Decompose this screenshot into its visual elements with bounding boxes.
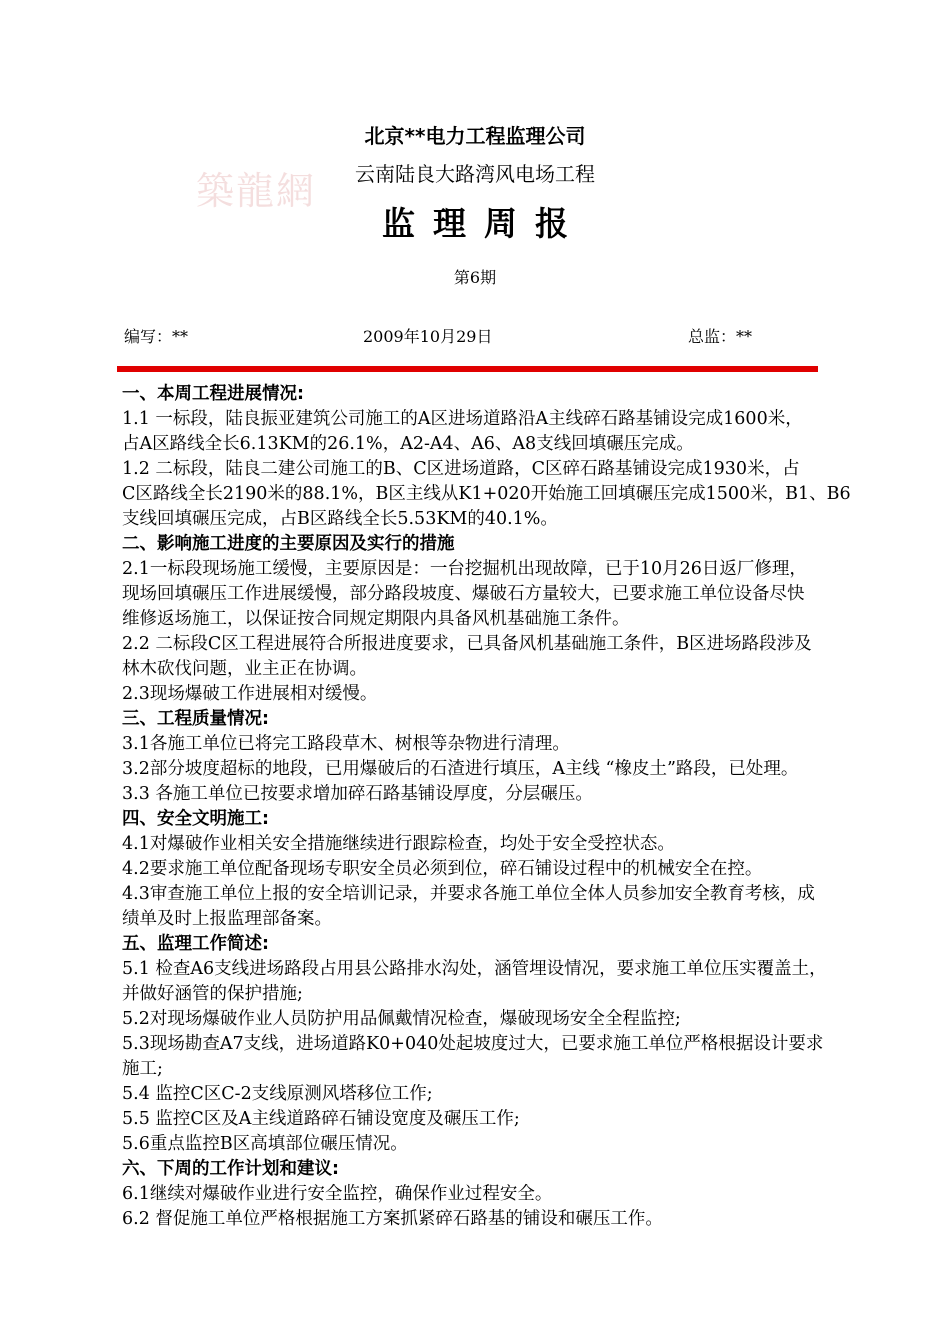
section-heading: 四、安全文明施工: — [122, 809, 269, 829]
body-line: 6.1继续对爆破作业进行安全监控，确保作业过程安全。 — [122, 1184, 553, 1204]
body-line: 2.2 二标段C区工程进展符合所报进度要求，已具备风机基础施工条件，B区进场路段涉及 — [122, 634, 812, 654]
body-line: 3.2部分坡度超标的地段，已用爆破后的石渣进行填压，A主线 “橡皮土”路段，已处理。 — [122, 759, 799, 779]
body-line: 并做好涵管的保护措施; — [122, 984, 303, 1004]
body-line: 5.6重点监控B区高填部位碾压情况。 — [122, 1134, 408, 1154]
body-line: 4.1对爆破作业相关安全措施继续进行跟踪检查，均处于安全受控状态。 — [122, 834, 675, 854]
section-heading: 六、下周的工作计划和建议: — [122, 1159, 339, 1179]
issue-number: 第6期 — [453, 268, 497, 287]
body-line: 5.2对现场爆破作业人员防护用品佩戴情况检查，爆破现场安全全程监控; — [122, 1009, 681, 1029]
body-line: 5.5 监控C区及A主线道路碎石铺设宽度及碾压工作; — [122, 1109, 520, 1129]
project-name: 云南陆良大路湾风电场工程 — [355, 162, 595, 186]
body-line: 3.3 各施工单位已按要求增加碎石路基铺设厚度，分层碾压。 — [122, 784, 593, 804]
report-date: 2009年10月29日 — [363, 327, 493, 346]
section-heading: 五、监理工作简述: — [122, 934, 269, 954]
body-line: 维修返场施工，以保证按合同规定期限内具备风机基础施工条件。 — [122, 609, 630, 629]
body-line: 2.1一标段现场施工缓慢，主要原因是：一台挖掘机出现故障，已于10月26日返厂修理， — [122, 559, 807, 579]
body-line: 占A区路线全长6.13KM的26.1%，A2-A4、A6、A8支线回填碾压完成。 — [122, 434, 694, 454]
body-line: 林木砍伐问题，业主正在协调。 — [122, 659, 367, 679]
section-heading: 一、本周工程进展情况: — [122, 384, 304, 404]
section-heading: 二、影响施工进度的主要原因及实行的措施 — [122, 534, 455, 554]
body-line: 2.3现场爆破工作进展相对缓慢。 — [122, 684, 378, 704]
chief-supervisor: 总监：** — [688, 327, 753, 346]
body-line: 施工; — [122, 1059, 163, 1079]
body-line: 5.1 检查A6支线进场路段占用县公路排水沟处，涵管埋设情况，要求施工单位压实覆盖土， — [122, 959, 827, 979]
body-line: 3.1各施工单位已将完工路段草木、树根等杂物进行清理。 — [122, 734, 570, 754]
body-line: 4.2要求施工单位配备现场专职安全员必须到位，碎石铺设过程中的机械安全在控。 — [122, 859, 763, 879]
section-heading: 三、工程质量情况: — [122, 709, 269, 729]
body-line: 5.3现场勘查A7支线，进场道路K0+040处起坡度过大，已要求施工单位严格根据设计要求 — [122, 1034, 824, 1054]
report-title: 监理周报 — [382, 204, 586, 243]
body-line: 支线回填碾压完成，占B区路线全长5.53KM的40.1%。 — [122, 509, 558, 529]
author: 编写：** — [124, 327, 189, 346]
company-name: 北京**电力工程监理公司 — [364, 124, 586, 148]
body-line: 现场回填碾压工作进展缓慢，部分路段坡度、爆破石方量较大，已要求施工单位设备尽快 — [122, 584, 805, 604]
body-line: 6.2 督促施工单位严格根据施工方案抓紧碎石路基的铺设和碾压工作。 — [122, 1209, 663, 1229]
red-divider — [117, 366, 818, 372]
body-line: 4.3审查施工单位上报的安全培训记录，并要求各施工单位全体人员参加安全教育考核，成 — [122, 884, 815, 904]
body-line: 5.4 监控C区C-2支线原测风塔移位工作; — [122, 1084, 433, 1104]
body-line: 绩单及时上报监理部备案。 — [122, 909, 332, 929]
body-line: 1.1 一标段，陆良振亚建筑公司施工的A区进场道路沿A主线碎石路基铺设完成1600米， — [122, 409, 803, 429]
watermark: 築龍網 — [196, 169, 317, 213]
body-line: C区路线全长2190米的88.1%，B区主线从K1+020开始施工回填碾压完成1500米，B1、B6 — [122, 484, 851, 504]
report-body — [122, 382, 852, 1232]
body-line: 1.2 二标段，陆良二建公司施工的B、C区进场道路，C区碎石路基铺设完成1930米，占 — [122, 459, 800, 479]
